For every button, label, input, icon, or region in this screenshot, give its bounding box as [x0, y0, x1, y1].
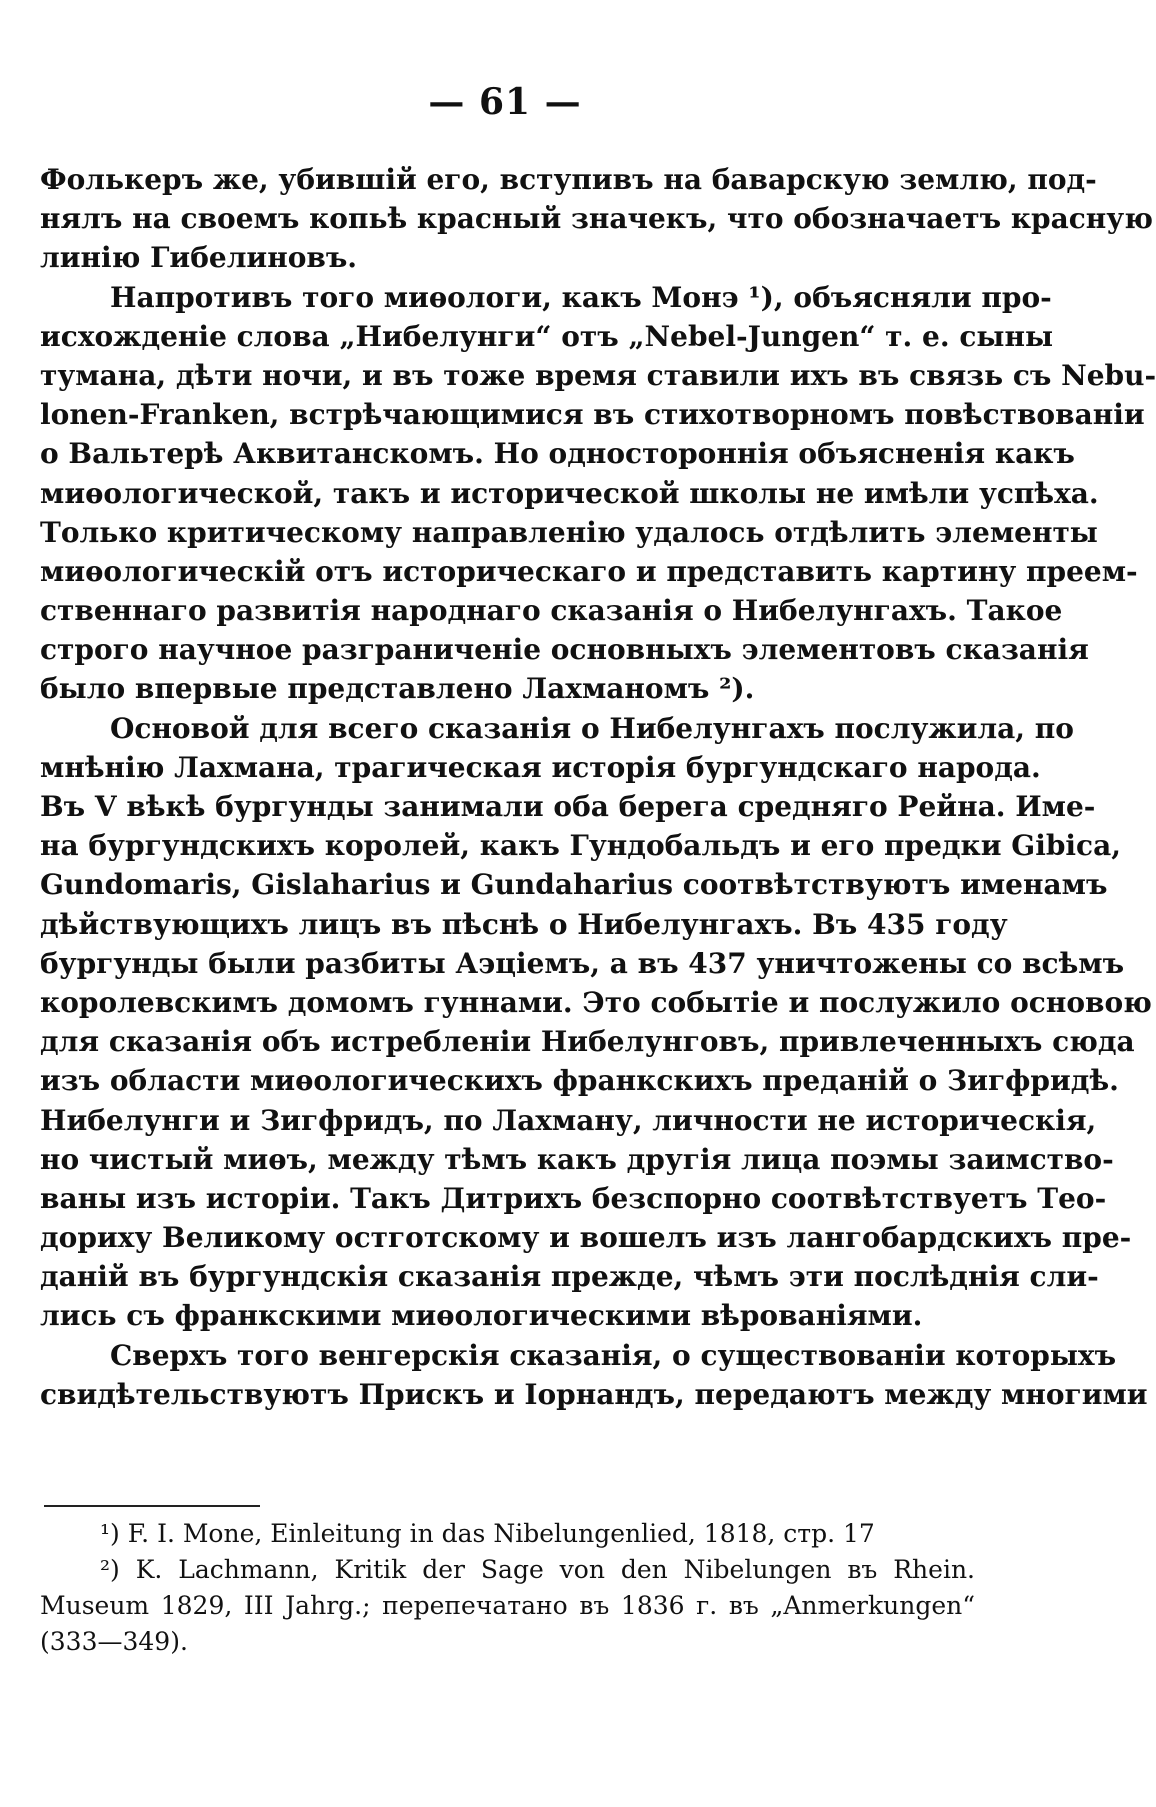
text-line: lonen-Franken, встрѣчающимися въ стихотворномъ повѣствованіи: [40, 398, 1145, 432]
text-line: было впервые представлено Лахманомъ ²).: [40, 672, 755, 706]
text-line: Нибелунги и Зигфридъ, по Лахману, личности не историческія,: [40, 1103, 1097, 1137]
text-line: Фолькеръ же, убившій его, вступивъ на баварскую землю, под-: [40, 163, 1097, 196]
text-line: дѣйствующихъ лицъ въ пѣснѣ о Нибелунгахъ. Въ 435 году: [40, 907, 1008, 941]
paragraph: [40, 278, 1156, 709]
text-line: лись съ франкскими миѳологическими вѣрованіями.: [40, 1299, 923, 1333]
text-line: свидѣтельствуютъ Прискъ и Іорнандъ, передаютъ между многими: [40, 1377, 1148, 1411]
footnote: [40, 1552, 975, 1660]
text-line: нялъ на своемъ копьѣ красный значекъ, что обозначаетъ красную: [40, 202, 1153, 236]
text-line: ваны изъ исторіи. Такъ Дитрихъ безспорно соотвѣтствуетъ Тео-: [40, 1181, 1107, 1215]
paragraph: [40, 160, 1153, 278]
footnote-divider: [44, 1505, 260, 1507]
text-line: исхожденіе слова „Нибелунги“ отъ „Nebel-Jungen“ т. е. сыны: [40, 319, 1054, 353]
text-line: изъ области миѳологическихъ франкскихъ преданій о Зигфридѣ.: [40, 1064, 1119, 1098]
main-text: [40, 160, 1156, 1414]
footnote: [40, 1516, 975, 1552]
text-line: ственнаго развитія народнаго сказанія о Нибелунгахъ. Такое: [40, 594, 1063, 628]
text-line: королевскимъ домомъ гуннами. Это событіе и послужило основою: [40, 985, 1152, 1019]
text-line: о Вальтерѣ Аквитанскомъ. Но одностороннія объясненія какъ: [40, 437, 1075, 471]
paragraph: [40, 1336, 1148, 1414]
text-line: Въ V вѣкѣ бургунды занимали оба берега средняго Рейна. Име-: [40, 790, 1096, 823]
text-line: миѳологическій отъ историческаго и представить картину преем-: [40, 554, 1138, 588]
footnote-line: (333—349).: [40, 1627, 188, 1656]
text-line: Только критическому направленію удалось отдѣлить элементы: [40, 515, 1098, 549]
footnotes: [40, 1516, 975, 1660]
text-line: Gundomaris, Gislaharius и Gundaharius соотвѣтствуютъ именамъ: [40, 868, 1108, 902]
text-line: для сказанія объ истребленіи Нибелунговъ, привлеченныхъ сюда: [40, 1025, 1135, 1059]
text-line: тумана, дѣти ночи, и въ тоже время ставили ихъ въ связь съ Nebu-: [40, 358, 1156, 392]
text-line: бургунды были разбиты Аэціемъ, а въ 437 уничтожены со всѣмъ: [40, 946, 1125, 980]
paragraph: [40, 709, 1152, 1336]
footnote-line: Museum 1829, III Jahrg.; перепечатано въ 1836 г. въ „Anmerkungen“: [40, 1591, 975, 1620]
text-line: Сверхъ того венгерскія сказанія, о существованіи которыхъ: [110, 1338, 1117, 1372]
footnote-line: ²) K. Lachmann, Kritik der Sage von den Nibelungen въ Rhein.: [100, 1555, 975, 1584]
text-line: но чистый миѳъ, между тѣмъ какъ другія лица поэмы заимство-: [40, 1142, 1114, 1176]
footnote-line: ¹) F. I. Mone, Einleitung in das Nibelungenlied, 1818, стр. 17: [100, 1519, 875, 1548]
text-line: на бургундскихъ королей, какъ Гундобальдъ и его предки Gibica,: [40, 829, 1121, 863]
text-line: строго научное разграниченіе основныхъ элементовъ сказанія: [40, 633, 1089, 667]
page-number: — 61 —: [428, 81, 582, 123]
text-line: даній въ бургундскія сказанія прежде, чѣмъ эти послѣднія сли-: [40, 1260, 1099, 1294]
text-line: линію Гибелиновъ.: [40, 241, 358, 275]
text-line: Напротивъ того миѳологи, какъ Монэ ¹), объясняли про-: [110, 280, 1052, 314]
text-line: дориху Великому остготскому и вошелъ изъ лангобардскихъ пре-: [40, 1221, 1132, 1255]
text-line: миѳологической, такъ и исторической школы не имѣли успѣха.: [40, 476, 1099, 510]
text-line: Основой для всего сказанія о Нибелунгахъ послужила, по: [110, 711, 1074, 745]
text-line: мнѣнію Лахмана, трагическая исторія бургундскаго народа.: [40, 750, 1041, 784]
